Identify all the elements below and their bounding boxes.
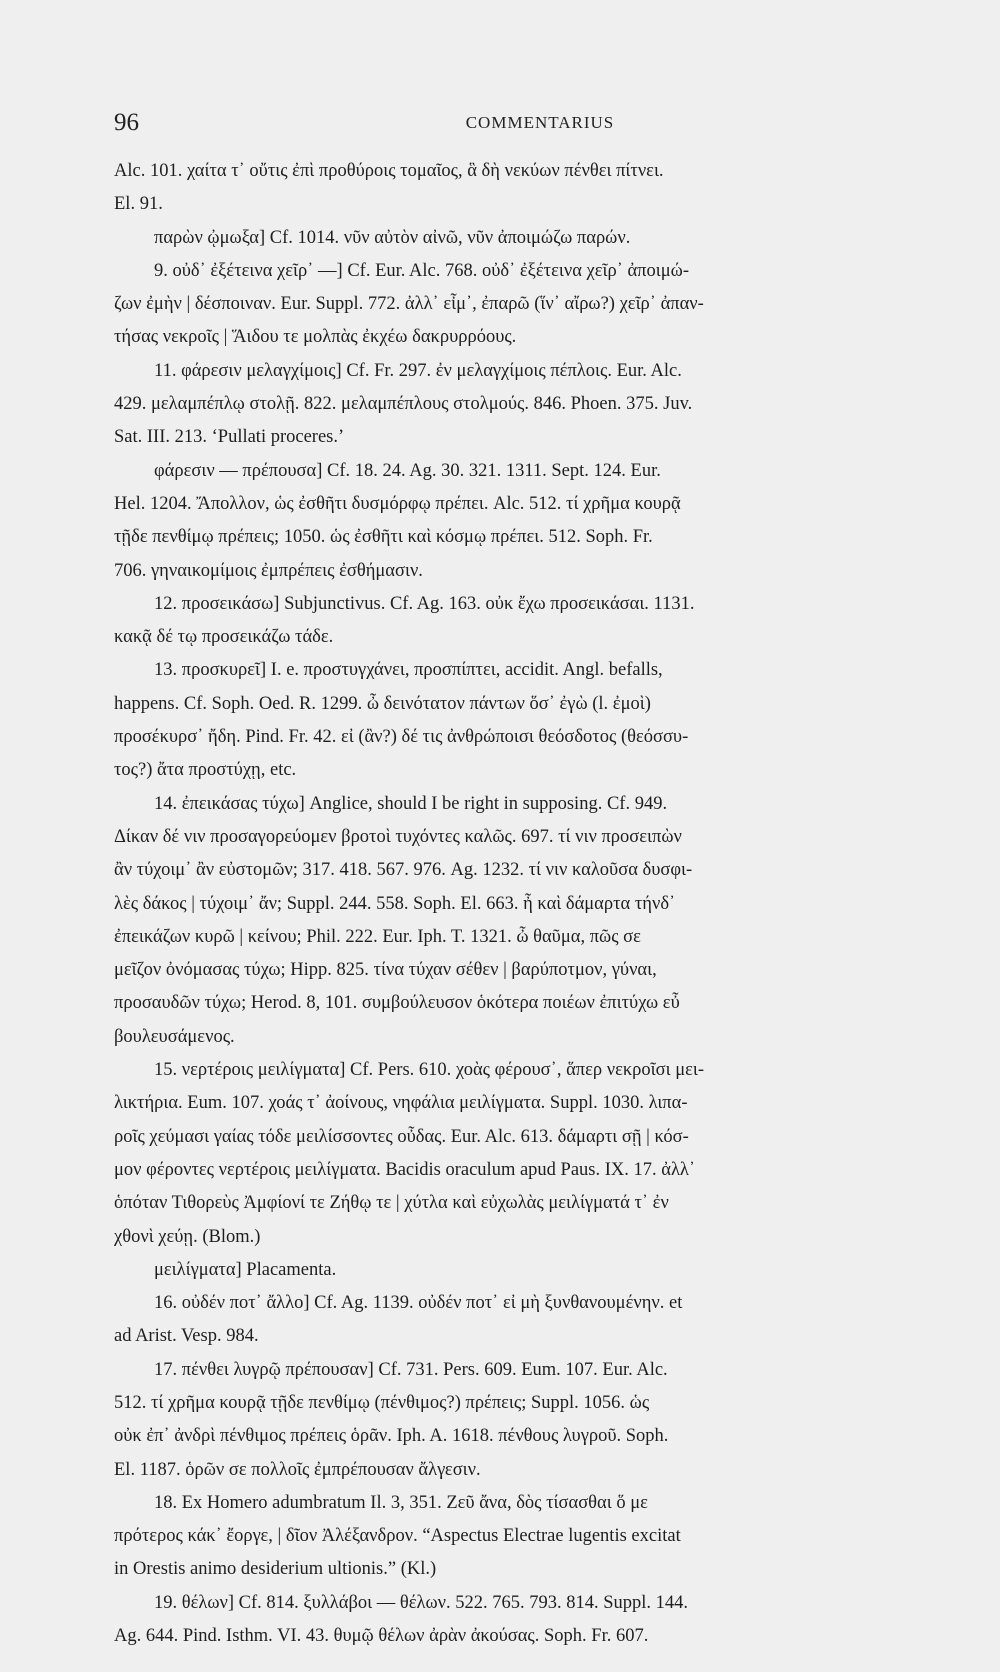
text-line: προσαυδῶν τύχω; Herod. 8, 101. συμβούλευσον ὁκότερα ποιέων ἐπιτύχω εὖ — [114, 993, 680, 1014]
text-line: ἐπεικάζων κυρῶ | κείνου; Phil. 222. Eur. Iph. T. 1321. ὦ θαῦμα, πῶς σε — [114, 926, 641, 947]
text-line: μον φέροντες νερτέροις μειλίγματα. Bacidis oraculum apud Paus. IX. 17. ἀλλ᾽ — [114, 1159, 696, 1180]
text-line: happens. Cf. Soph. Oed. R. 1299. ὦ δεινότατον πάντων ὅσ᾽ ἐγὼ (l. ἐμοὶ) — [114, 693, 651, 714]
text-line: τος?) ἄτα προστύχῃ, etc. — [114, 760, 297, 781]
text-line: προσέκυρσ᾽ ἤδη. Pind. Fr. 42. εἰ (ἂν?) δέ τις ἀνθρώποισι θεόσδοτος (θεόσσυ- — [114, 727, 689, 748]
text-line: ὁπόταν Τιθορεὺς Ἀμφίονί τε Ζήθῳ τε | χύτλα καὶ εὐχωλὰς μειλίγματά τ᾽ ἐν — [114, 1193, 669, 1214]
text-line: πρότερος κάκ᾽ ἔοργε, | δῖον Ἀλέξανδρον. “Aspectus Electrae lugentis excitat — [114, 1526, 681, 1547]
text-line: 706. γηναικομίμοις ἐμπρέπεις ἐσθήμασιν. — [114, 560, 423, 581]
text-line: 17. πένθει λυγρῷ πρέπουσαν] Cf. 731. Pers. 609. Eum. 107. Eur. Alc. — [154, 1359, 668, 1380]
text-line: βουλευσάμενος. — [114, 1026, 235, 1047]
text-line: κακᾷ δέ τῳ προσεικάζω τάδε. — [114, 627, 334, 648]
text-line: 11. φάρεσιν μελαγχίμοις] Cf. Fr. 297. ἐν μελαγχίμοις πέπλοις. Eur. Alc. — [154, 360, 682, 381]
text-line: τήσας νεκροῖς | Ἅιδου τε μολπὰς ἐκχέω δακρυρρόους. — [114, 327, 517, 348]
text-line: λικτήρια. Eum. 107. χοάς τ᾽ ἀοίνους, νηφάλια μειλίγματα. Suppl. 1030. λιπα- — [114, 1093, 688, 1114]
text-line: El. 1187. ὁρῶν σε πολλοῖς ἐμπρέπουσαν ἄλγεσιν. — [114, 1459, 481, 1480]
text-line: Δίκαν δέ νιν προσαγορεύομεν βροτοὶ τυχόντες καλῶς. 697. τί νιν προσειπὼν — [114, 826, 682, 847]
text-line: 512. τί χρῆμα κουρᾷ τῇδε πενθίμῳ (πένθιμος?) πρέπεις; Suppl. 1056. ὡς — [114, 1392, 650, 1413]
text-line: ροῖς χεύμασι γαίας τόδε μειλίσσοντες οὖδας. Eur. Alc. 613. δάμαρτι σῇ | κόσ- — [114, 1126, 689, 1147]
text-line: Alc. 101. χαίτα τ᾽ οὔτις ἐπὶ προθύροις τομαῖος, ἃ δὴ νεκύων πένθει πίτνει. — [114, 161, 664, 181]
text-line: 12. προσεικάσω] Subjunctivus. Cf. Ag. 163. οὐκ ἔχω προσεικάσαι. 1131. — [154, 593, 695, 614]
page-number: 96 — [114, 109, 139, 136]
text-line: χθονὶ χεύῃ. (Blom.) — [114, 1226, 261, 1247]
text-line: μεῖζον ὀνόμασας τύχω; Hipp. 825. τίνα τύχαν σέθεν | βαρύποτμον, γύναι, — [114, 960, 657, 981]
text-line: παρὼν ᾠμωξα] Cf. 1014. νῦν αὐτὸν αἰνῶ, νῦν ἀποιμώζω παρών. — [154, 227, 631, 248]
text-line: ad Arist. Vesp. 984. — [114, 1326, 259, 1347]
text-line: μειλίγματα] Placamenta. — [154, 1259, 337, 1280]
text-line: El. 91. — [114, 194, 163, 215]
text-line: λὲς δάκος | τύχοιμ᾽ ἄν; Suppl. 244. 558. Soph. El. 663. ἦ καὶ δάμαρτα τήνδ᾽ — [114, 893, 676, 914]
text-line: 13. προσκυρεῖ] I. e. προστυγχάνει, προσπίπτει, accidit. Angl. befalls, — [154, 660, 663, 681]
text-line: Sat. III. 213. ‘Pullati proceres.’ — [114, 427, 345, 448]
text-line: τῇδε πενθίμῳ πρέπεις; 1050. ὡς ἐσθῆτι καὶ κόσμῳ πρέπει. 512. Soph. Fr. — [114, 527, 653, 548]
text-line: 9. οὐδ᾽ ἐξέτεινα χεῖρ᾽ —] Cf. Eur. Alc. 768. οὐδ᾽ ἐξέτεινα χεῖρ᾽ ἀποιμώ- — [154, 260, 690, 281]
text-line: οὐκ ἐπ᾽ ἀνδρὶ πένθιμος πρέπεις ὁρᾶν. Iph. A. 1618. πένθους λυγροῦ. Soph. — [114, 1426, 669, 1447]
text-line: 15. νερτέροις μειλίγματα] Cf. Pers. 610. χοὰς φέρουσ᾽, ἅπερ νεκροῖσι μει- — [154, 1060, 705, 1081]
text-line: 429. μελαμπέπλῳ στολῇ. 822. μελαμπέπλους στολμούς. 846. Phoen. 375. Juv. — [114, 394, 693, 415]
text-line: 19. θέλων] Cf. 814. ξυλλάβοι — θέλων. 522. 765. 793. 814. Suppl. 144. — [154, 1592, 689, 1613]
text-line: 14. ἐπεικάσας τύχω] Anglice, should I be right in supposing. Cf. 949. — [154, 793, 668, 814]
text-line: in Orestis animo desiderium ultionis.” (Kl.) — [114, 1559, 437, 1580]
running-title: COMMENTARIUS — [465, 113, 615, 132]
page-header — [114, 108, 966, 144]
text-line: 16. οὐδέν ποτ᾽ ἄλλο] Cf. Ag. 1139. οὐδέν ποτ᾽ εἰ μὴ ξυνθανουμένην. et — [154, 1293, 683, 1314]
text-line: Ag. 644. Pind. Isthm. VI. 43. θυμῷ θέλων ἀρὰν ἀκούσας. Soph. Fr. 607. — [114, 1626, 649, 1647]
text-line: ζων ἐμὴν | δέσποιναν. Eur. Suppl. 772. ἀλλ᾽ εἶμ᾽, ἐπαρῶ (ἵν᾽ αἴρω?) χεῖρ᾽ ἀπαν- — [114, 294, 704, 315]
text-line: ἂν τύχοιμ᾽ ἂν εὐστομῶν; 317. 418. 567. 976. Ag. 1232. τί νιν καλοῦσα δυσφι- — [114, 860, 693, 881]
text-line: 18. Ex Homero adumbratum Il. 3, 351. Ζεῦ ἄνα, δὸς τίσασθαι ὅ με — [154, 1492, 648, 1513]
text-line: Hel. 1204. Ἄπολλον, ὡς ἐσθῆτι δυσμόρφῳ πρέπει. Alc. 512. τί χρῆμα κουρᾷ — [114, 493, 681, 514]
text-line: φάρεσιν — πρέπουσα] Cf. 18. 24. Ag. 30. 321. 1311. Sept. 124. Eur. — [154, 460, 661, 481]
commentary-text — [114, 155, 966, 1653]
